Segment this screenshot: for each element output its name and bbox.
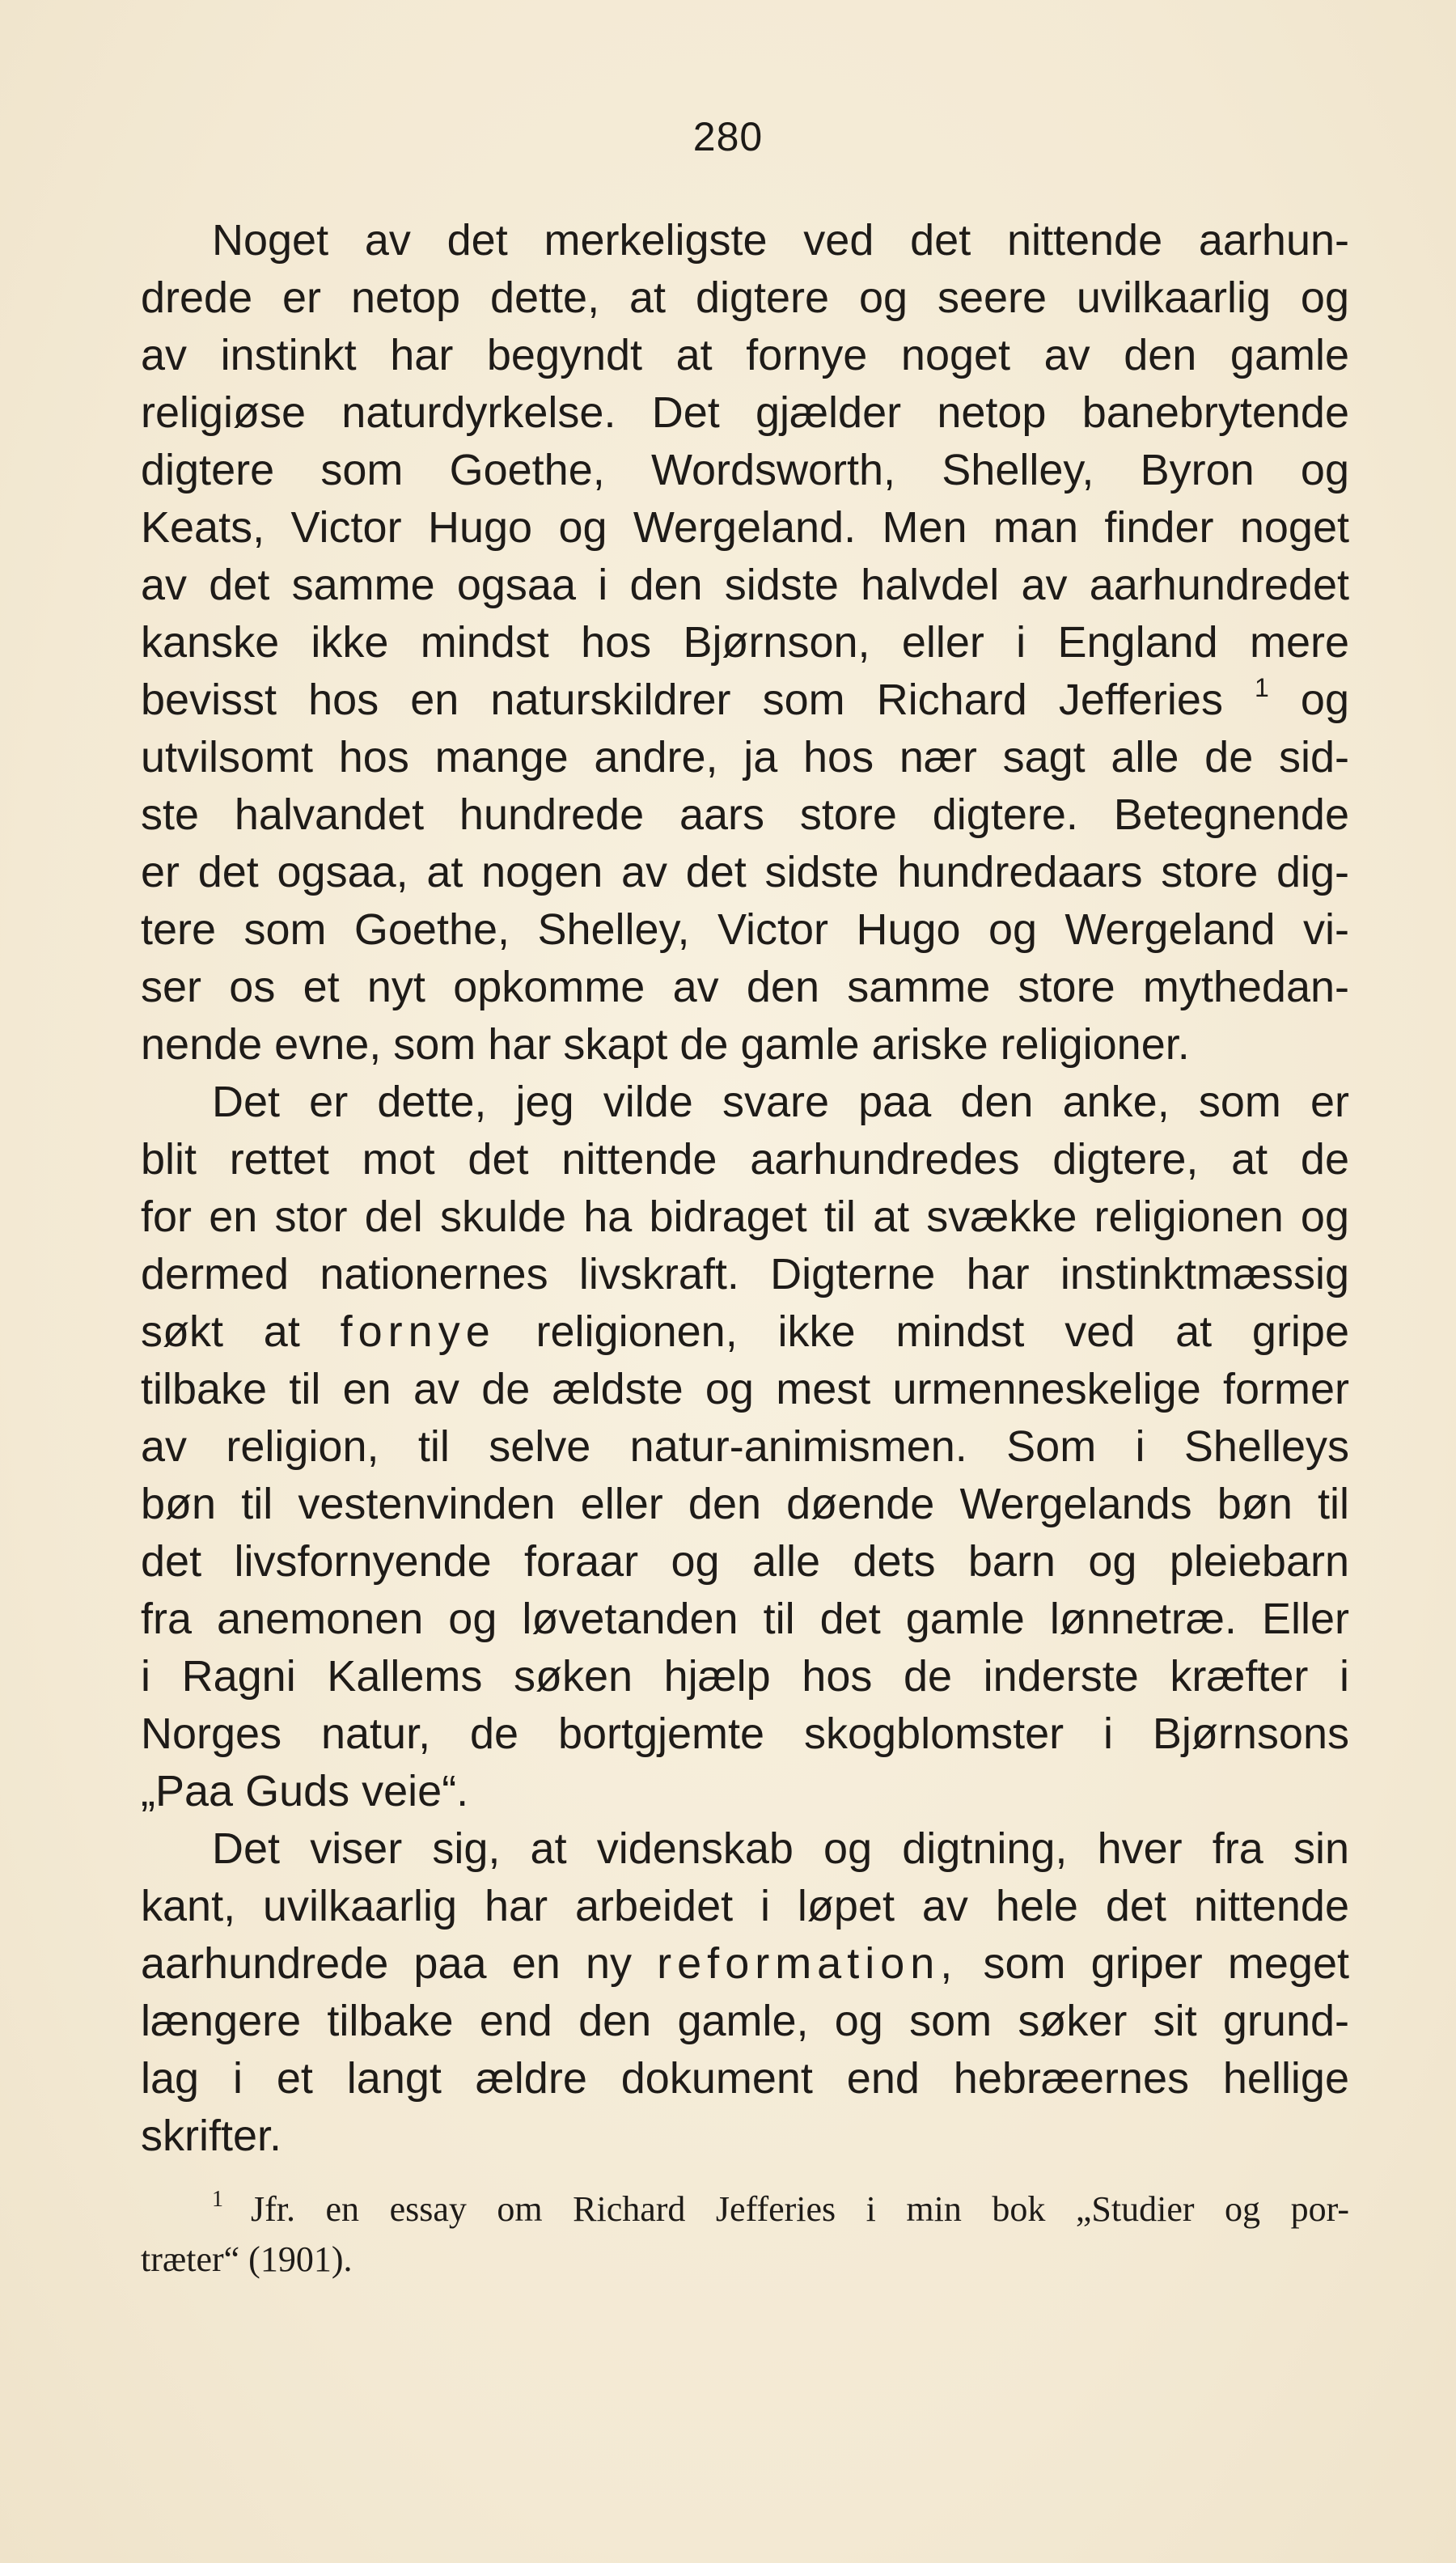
- body-text: [141, 212, 1349, 2165]
- text-line-with-emphasis: [141, 1303, 1349, 1361]
- text-line: religiøse naturdyrkelse. Det gjælder netop banebrytende: [141, 388, 1349, 437]
- text-line: av det samme ogsaa i den sidste halvdel av aarhundredet: [141, 561, 1349, 609]
- emphasized-word: fornye: [340, 1307, 496, 1356]
- text-line-with-footnote: [141, 671, 1349, 729]
- footnote-reference[interactable]: 1: [1255, 673, 1269, 702]
- text-line: „Paa Guds veie“.: [141, 1767, 469, 1815]
- text-line: ser os et nyt opkomme av den samme store mythedan-: [141, 963, 1349, 1011]
- text-line: Norges natur, de bortgjemte skogblomster i Bjørnsons: [141, 1709, 1349, 1758]
- line-text: aarhundrede paa en ny: [141, 1939, 632, 1988]
- line-text: søkt at: [141, 1307, 300, 1356]
- text-line: utvilsomt hos mange andre, ja hos nær sagt alle de sid-: [141, 733, 1349, 782]
- emphasized-word: reformation,: [657, 1939, 959, 1988]
- text-line: skrifter.: [141, 2112, 282, 2160]
- text-line: dermed nationernes livskraft. Digterne har instinktmæssig: [141, 1250, 1349, 1298]
- text-line: drede er netop dette, at digtere og seere uvilkaarlig og: [141, 273, 1349, 322]
- footnote-line: træter“ (1901).: [141, 2239, 353, 2279]
- text-line: i Ragni Kallems søken hjælp hos de inderste kræfter i: [141, 1652, 1349, 1701]
- text-line: det livsfornyende foraar og alle dets barn og pleiebarn: [141, 1537, 1349, 1586]
- text-line: digtere som Goethe, Wordsworth, Shelley, Byron og: [141, 446, 1349, 494]
- line-text: bevisst hos en naturskildrer som Richard Jefferies: [141, 676, 1223, 724]
- text-line: tilbake til en av de ældste og mest urmenneskelige former: [141, 1365, 1349, 1413]
- text-line: av religion, til selve natur-animismen. Som i Shelleys: [141, 1422, 1349, 1471]
- text-line: Noget av det merkeligste ved det nittende aarhun-: [212, 216, 1349, 265]
- line-text: som griper meget: [983, 1939, 1349, 1988]
- text-line: blit rettet mot det nittende aarhundredes digtere, at de: [141, 1135, 1349, 1184]
- text-line: Det viser sig, at videnskab og digtning, hver fra sin: [212, 1824, 1349, 1873]
- text-line: Det er dette, jeg vilde svare paa den anke, som er: [212, 1078, 1349, 1126]
- text-line: av instinkt har begyndt at fornye noget av den gamle: [141, 331, 1349, 379]
- page-number: 280: [692, 114, 764, 159]
- text-line: tere som Goethe, Shelley, Victor Hugo og Wergeland vi-: [141, 905, 1349, 954]
- text-line: Keats, Victor Hugo og Wergeland. Men man finder noget: [141, 503, 1349, 552]
- text-line: længere tilbake end den gamle, og som søker sit grund-: [141, 1997, 1349, 2045]
- text-line: er det ogsaa, at nogen av det sidste hundredaars store dig-: [141, 848, 1349, 896]
- text-line: bøn til vestenvinden eller den døende Wergelands bøn til: [141, 1480, 1349, 1528]
- footnote-marker: 1: [212, 2187, 223, 2212]
- text-line-with-emphasis: [141, 1935, 1349, 1993]
- line-text: religionen, ikke mindst ved at gripe: [535, 1307, 1349, 1356]
- footnote-text: Jfr. en essay om Richard Jefferies i min bok „Studier og por-: [251, 2189, 1349, 2229]
- text-line: kant, uvilkaarlig har arbeidet i løpet av hele det nittende: [141, 1882, 1349, 1930]
- text-line: lag i et langt ældre dokument end hebræernes hellige: [141, 2054, 1349, 2103]
- text-line: fra anemonen og løvetanden til det gamle lønnetræ. Eller: [141, 1595, 1349, 1643]
- line-text: og: [1300, 676, 1349, 724]
- footnote-line: [141, 2184, 1349, 2235]
- text-line: kanske ikke mindst hos Bjørnson, eller i England mere: [141, 618, 1349, 667]
- footnotes: [141, 2184, 1349, 2285]
- text-line: nende evne, som har skapt de gamle ariske religioner.: [141, 1020, 1190, 1069]
- text-line: for en stor del skulde ha bidraget til at svække religionen og: [141, 1193, 1349, 1241]
- text-line: ste halvandet hundrede aars store digtere. Betegnende: [141, 790, 1349, 839]
